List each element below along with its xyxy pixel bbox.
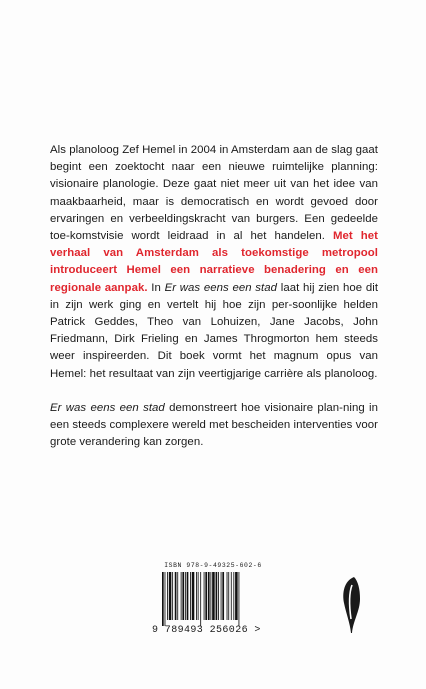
barcode-bar bbox=[175, 572, 177, 620]
cover-blurb bbox=[50, 142, 378, 469]
barcode-bar bbox=[177, 572, 178, 620]
barcode-bar bbox=[172, 572, 173, 620]
barcode-bar bbox=[233, 572, 234, 620]
blurb-text: In bbox=[151, 281, 161, 294]
barcode-bar bbox=[182, 572, 184, 620]
barcode-bar bbox=[222, 572, 224, 620]
barcode-bar bbox=[218, 572, 219, 620]
barcode-bar bbox=[196, 572, 197, 620]
book-title-italic: Er was eens een stad bbox=[164, 281, 278, 294]
blurb-text: Als planoloog Zef Hemel in 2004 in Amsterdam aan de slag gaat begint een zoektocht naar een nieuwe ruimtelijke planning: visionaire planologie. Deze gaat niet meer uit van het idee van maakbaarheid, maar is democratisch en wordt gevoed door ervaringen en verbeeldingskracht van burgers. Een gedeelde toe-komstvisie wordt leidraad in al het handelen. bbox=[50, 144, 378, 243]
book-title-italic: Er was eens een stad bbox=[50, 402, 165, 415]
isbn-barcode bbox=[152, 562, 274, 634]
barcode-bar bbox=[231, 572, 232, 620]
isbn-label: ISBN 978-9-49325-602-6 bbox=[164, 562, 262, 569]
barcode-bar bbox=[165, 572, 166, 626]
barcode-bar bbox=[208, 572, 210, 620]
barcode-bar bbox=[210, 572, 211, 620]
barcode-bar bbox=[235, 572, 238, 620]
publisher-quill-logo-icon bbox=[340, 575, 364, 635]
barcode-bar bbox=[239, 572, 240, 626]
barcode-bar bbox=[205, 572, 207, 620]
barcode-bar bbox=[198, 572, 199, 620]
barcode-bar bbox=[221, 572, 222, 620]
blurb-paragraph-1 bbox=[50, 142, 378, 383]
barcode-bar bbox=[216, 572, 218, 620]
barcode-bar bbox=[227, 572, 228, 620]
isbn-digits: 9 789493 256026 > bbox=[152, 625, 261, 636]
barcode-bars bbox=[162, 572, 266, 626]
barcode-bar bbox=[190, 572, 191, 620]
barcode-bar bbox=[185, 572, 186, 620]
blurb-text: laat hij zien hoe dit in zijn werk ging en vertelt hij hoe zijn per-soonlijke helden Patrick Geddes, Theo van Lohuizen, Jane Jacobs, John Friedmann, Dirk Frieling en James Throgmorton hem steeds weer inspireerden. Dit boek vormt het magnum opus van Hemel: het resultaat van zijn veertigjarige carrière als planoloog. bbox=[50, 281, 379, 380]
barcode-bar bbox=[181, 572, 182, 620]
barcode-bar bbox=[192, 572, 195, 620]
barcode-bar bbox=[162, 572, 164, 626]
blurb-paragraph-2 bbox=[50, 400, 378, 452]
barcode-bar bbox=[187, 572, 189, 620]
blurb-text: demonstreert hoe visionaire plan-ning in een steeds complexere wereld met bescheiden interventies voor grote verandering kan zorgen. bbox=[50, 402, 378, 449]
barcode-bar bbox=[204, 572, 205, 620]
blurb-highlight: Met het verhaal van Amsterdam als toekomstige metropool introduceert Hemel een narratieve benadering en een regionale aanpak. bbox=[50, 230, 378, 294]
barcode-bar bbox=[169, 572, 172, 620]
barcode-bar bbox=[167, 572, 168, 620]
barcode-bar bbox=[228, 572, 229, 620]
barcode-bar bbox=[212, 572, 215, 620]
barcode-bar bbox=[200, 572, 201, 626]
